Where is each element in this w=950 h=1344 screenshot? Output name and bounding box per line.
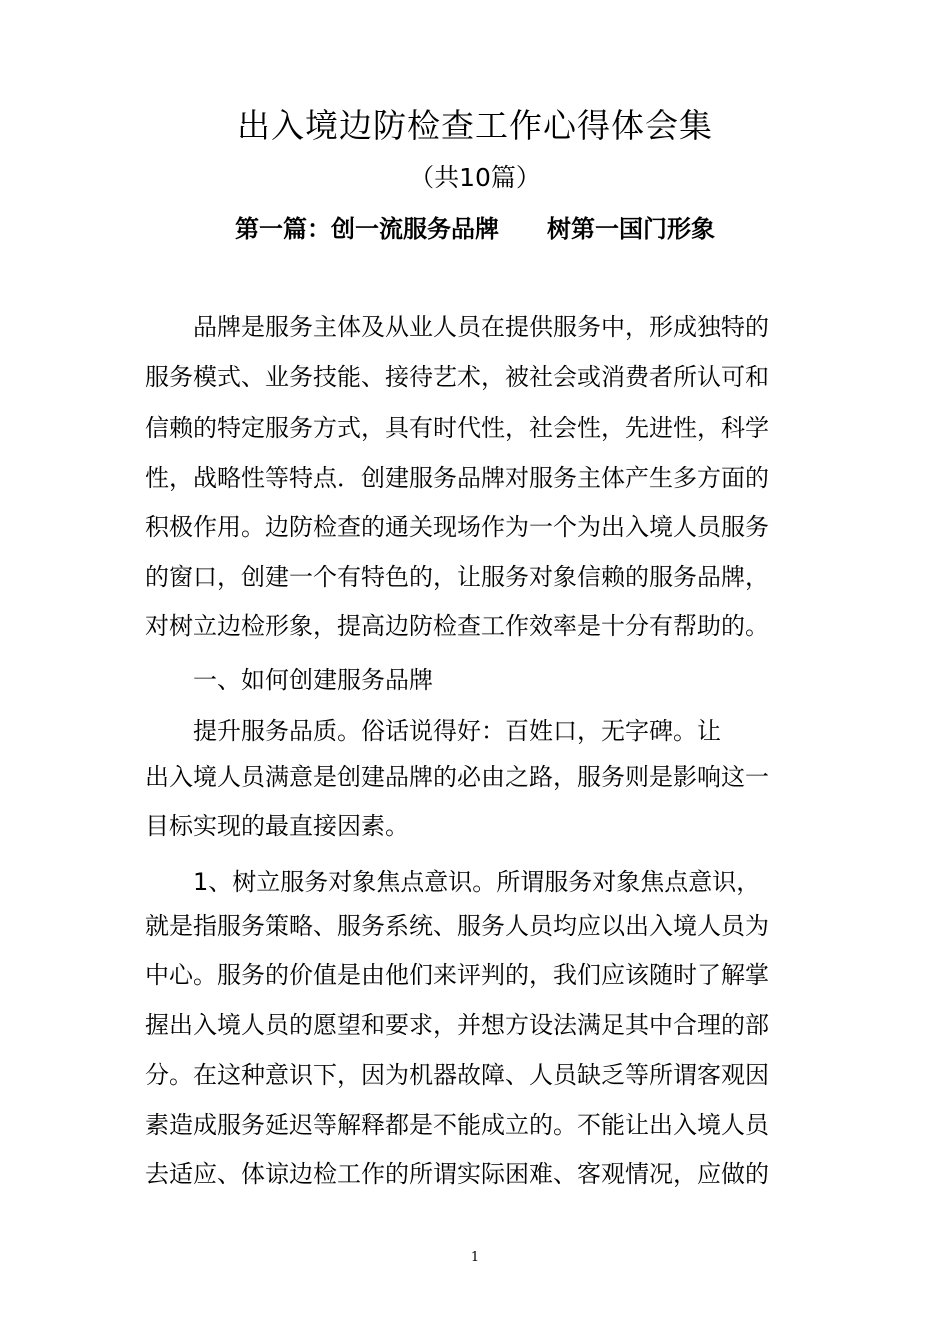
body-line: 出入境人员满意是创建品牌的必由之路，服务则是影响这一 bbox=[145, 763, 769, 791]
page-number: 1 bbox=[470, 1250, 480, 1265]
document-title: 出入境边防检查工作心得体会集 bbox=[237, 106, 713, 145]
body-line: 服务模式、业务技能、接待艺术，被社会或消费者所认可和 bbox=[145, 363, 769, 391]
body-line: 素造成服务延迟等解释都是不能成立的。不能让出入境人员 bbox=[145, 1111, 769, 1139]
document-subtitle: （共10篇） bbox=[409, 163, 541, 192]
body-line: 中心。服务的价值是由他们来评判的，我们应该随时了解掌 bbox=[145, 961, 769, 989]
body-line: 品牌是服务主体及从业人员在提供服务中，形成独特的 bbox=[145, 313, 769, 341]
body-line: 去适应、体谅边检工作的所谓实际困难、客观情况，应做的 bbox=[145, 1160, 769, 1188]
body-line: 积极作用。边防检查的通关现场作为一个为出入境人员服务 bbox=[145, 513, 769, 541]
body-line: 性，战略性等特点．创建服务品牌对服务主体产生多方面的 bbox=[145, 464, 769, 492]
body-line: 握出入境人员的愿望和要求，并想方设法满足其中合理的部 bbox=[145, 1011, 769, 1039]
body-line: 就是指服务策略、服务系统、服务人员均应以出入境人员为 bbox=[145, 912, 769, 940]
section-heading: 一、如何创建服务品牌 bbox=[145, 666, 433, 694]
body-line: 信赖的特定服务方式，具有时代性，社会性，先进性，科学 bbox=[145, 414, 769, 442]
chapter-heading: 第一篇：创一流服务品牌 树第一国门形象 bbox=[235, 215, 715, 243]
body-line: 提升服务品质。俗话说得好：百姓口，无字碑。让 bbox=[145, 717, 721, 745]
body-line: 对树立边检形象，提高边防检查工作效率是十分有帮助的。 bbox=[145, 612, 769, 640]
body-line: 目标实现的最直接因素。 bbox=[145, 812, 409, 840]
body-line: 分。在这种意识下，因为机器故障、人员缺乏等所谓客观因 bbox=[145, 1061, 769, 1089]
body-line: 1、树立服务对象焦点意识。所谓服务对象焦点意识， bbox=[145, 868, 761, 896]
body-line: 的窗口，创建一个有特色的，让服务对象信赖的服务品牌， bbox=[145, 563, 769, 591]
